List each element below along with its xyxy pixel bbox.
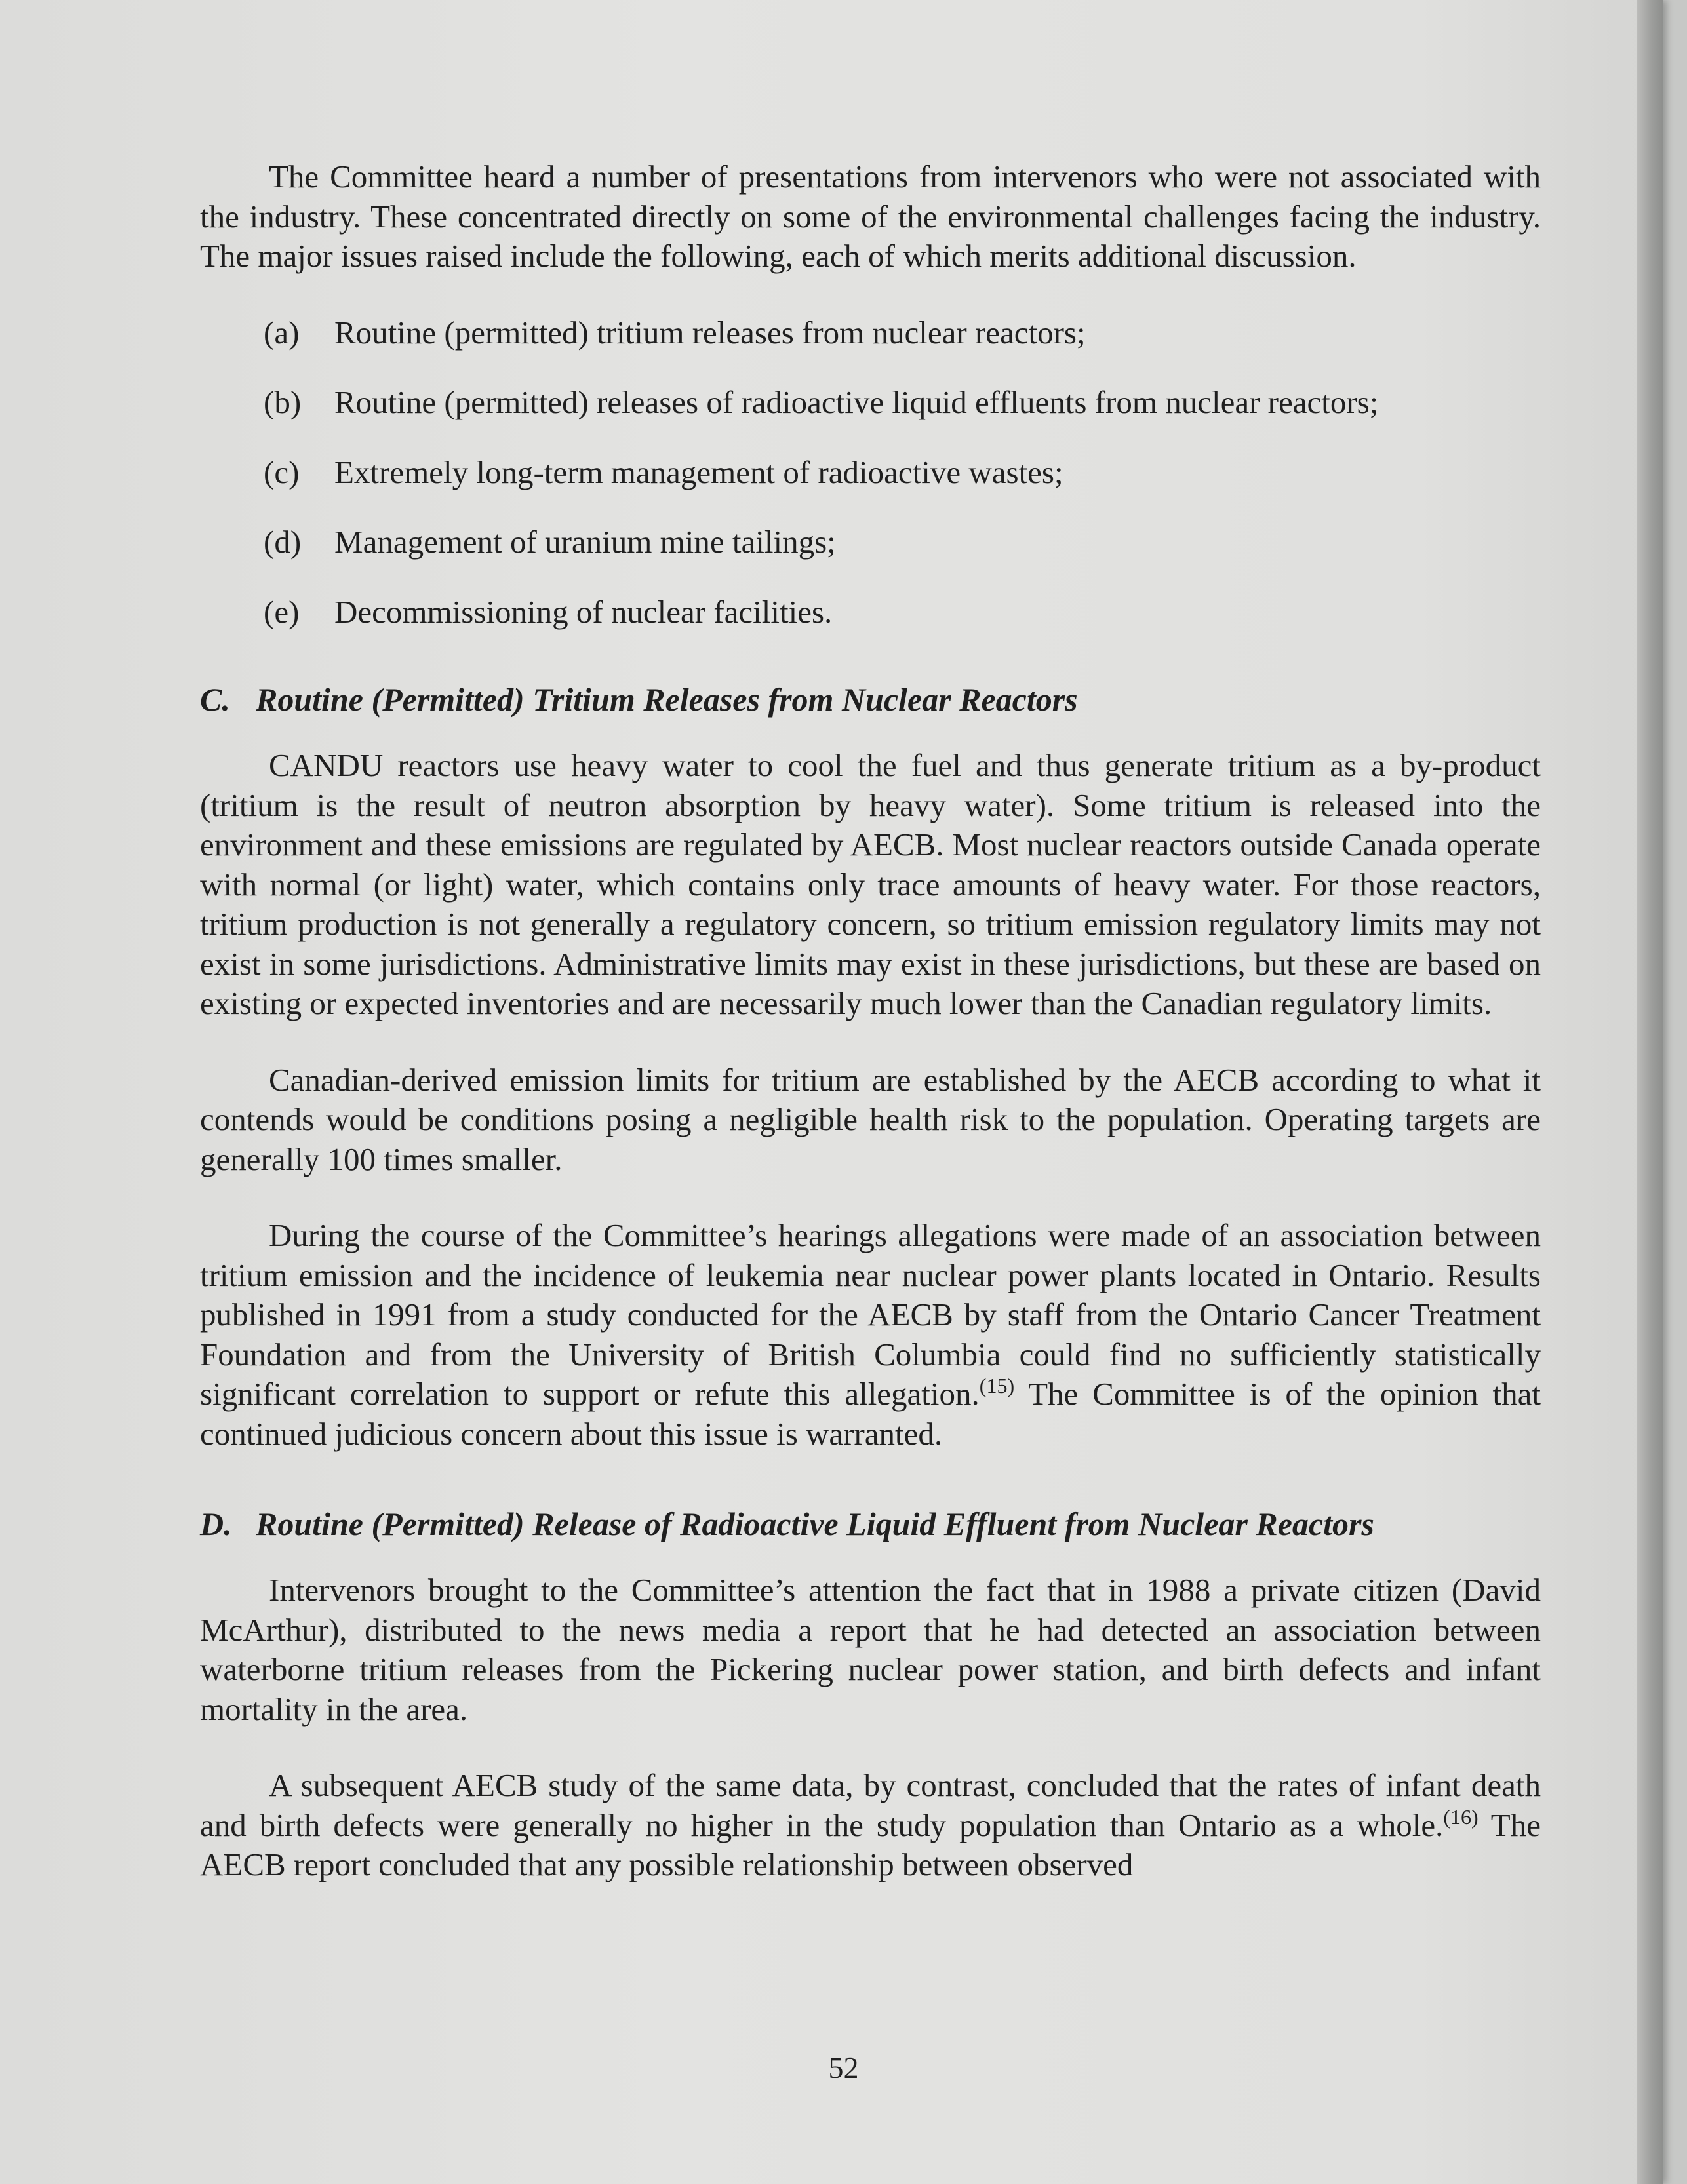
list-item (200, 522, 1541, 562)
section-d-title: Routine (Permitted) Release of Radioactive Liquid Effluent from Nuclear Reactors (256, 1506, 1374, 1542)
list-item-text: Routine (permitted) tritium releases from nuclear reactors; (334, 314, 1086, 351)
section-d-heading (200, 1504, 1541, 1544)
list-item (200, 453, 1541, 493)
page-number: 52 (828, 2051, 859, 2084)
list-item (200, 593, 1541, 633)
list-item (200, 313, 1541, 353)
list-marker: (b) (264, 384, 302, 420)
section-d-paragraph-2-text: A subsequent AECB study of the same data, by contrast, concluded that the rates of infant death and birth defects were generally no higher in the study population than Ontario as a whole. (200, 1767, 1541, 1843)
list-item-text: Routine (permitted) releases of radioactive liquid effluents from nuclear reactors; (334, 384, 1379, 420)
intro-paragraph: The Committee heard a number of presentations from intervenors who were not associated with the industry. These concentrated directly on some of the environmental challenges facing the industry. The major issues raised include the following, each of which merits additional discussion. (200, 159, 1541, 274)
list-marker: (c) (264, 454, 300, 490)
section-c-letter: C. (200, 681, 230, 718)
list-marker: (a) (264, 314, 300, 351)
page-content (200, 157, 1541, 1922)
section-d-paragraph-2-end: The AECB report concluded that any possible relationship between observed (200, 1806, 1541, 1882)
section-c-heading (200, 679, 1541, 720)
page-edge (1637, 0, 1663, 2184)
section-c-paragraph-3-end: The Committee is of the opinion that continued judicious concern about this issue is warranted. (200, 1376, 1541, 1452)
list-marker: (e) (264, 593, 300, 630)
section-d-letter: D. (200, 1506, 232, 1542)
list-marker: (d) (264, 524, 302, 560)
section-c-paragraph-2: Canadian-derived emission limits for tritium are established by the AECB according to what it contends would be conditions posing a negligible health risk to the population. Operating targets are generally 100 times smaller. (200, 1061, 1541, 1177)
footnote-ref-15: (15) (979, 1374, 1015, 1397)
list-item-text: Extremely long-term management of radioactive wastes; (334, 454, 1063, 490)
list-item (200, 383, 1541, 423)
list-item-text: Decommissioning of nuclear facilities. (334, 593, 833, 630)
section-c-paragraph-1: CANDU reactors use heavy water to cool the fuel and thus generate tritium as a by-product (tritium is the result of neutron absorption by heavy water). Some tritium is released into the environment and these emissions are regulated by AECB. Most nuclear reactors outside Canada operate with normal (or light) water, which contains only trace amounts of heavy water. For those reactors, tritium production is not generally a regulatory concern, so tritium emission regulatory limits may not exist in some jurisdictions. Administrative limits may exist in these jurisdictions, but these are based on existing or expected inventories and are necessarily much lower than the Canadian regulatory limits. (200, 747, 1541, 1021)
section-c-paragraph-3-text: During the course of the Committee’s hearings allegations were made of an association between tritium emission and the incidence of leukemia near nuclear power plants located in Ontario. Results published in 1991 from a study conducted for the AECB by staff from the Ontario Cancer Treatment Foundation and from the University of British Columbia could find no sufficiently statistically significant correlation to support or refute this allegation. (200, 1217, 1541, 1412)
section-d-paragraph-2 (200, 1766, 1541, 1885)
footnote-ref-16: (16) (1443, 1804, 1479, 1829)
section-c-paragraph-3 (200, 1216, 1541, 1454)
issues-list (200, 313, 1541, 633)
list-item-text: Management of uranium mine tailings; (334, 524, 836, 560)
section-c-title: Routine (Permitted) Tritium Releases from Nuclear Reactors (256, 681, 1078, 718)
section-d-paragraph-1: Intervenors brought to the Committee’s attention the fact that in 1988 a private citizen (David McArthur), distributed to the news media a report that he had detected an association between waterborne tritium releases from the Pickering nuclear power station, and birth defects and infant mortality in the area. (200, 1572, 1541, 1727)
